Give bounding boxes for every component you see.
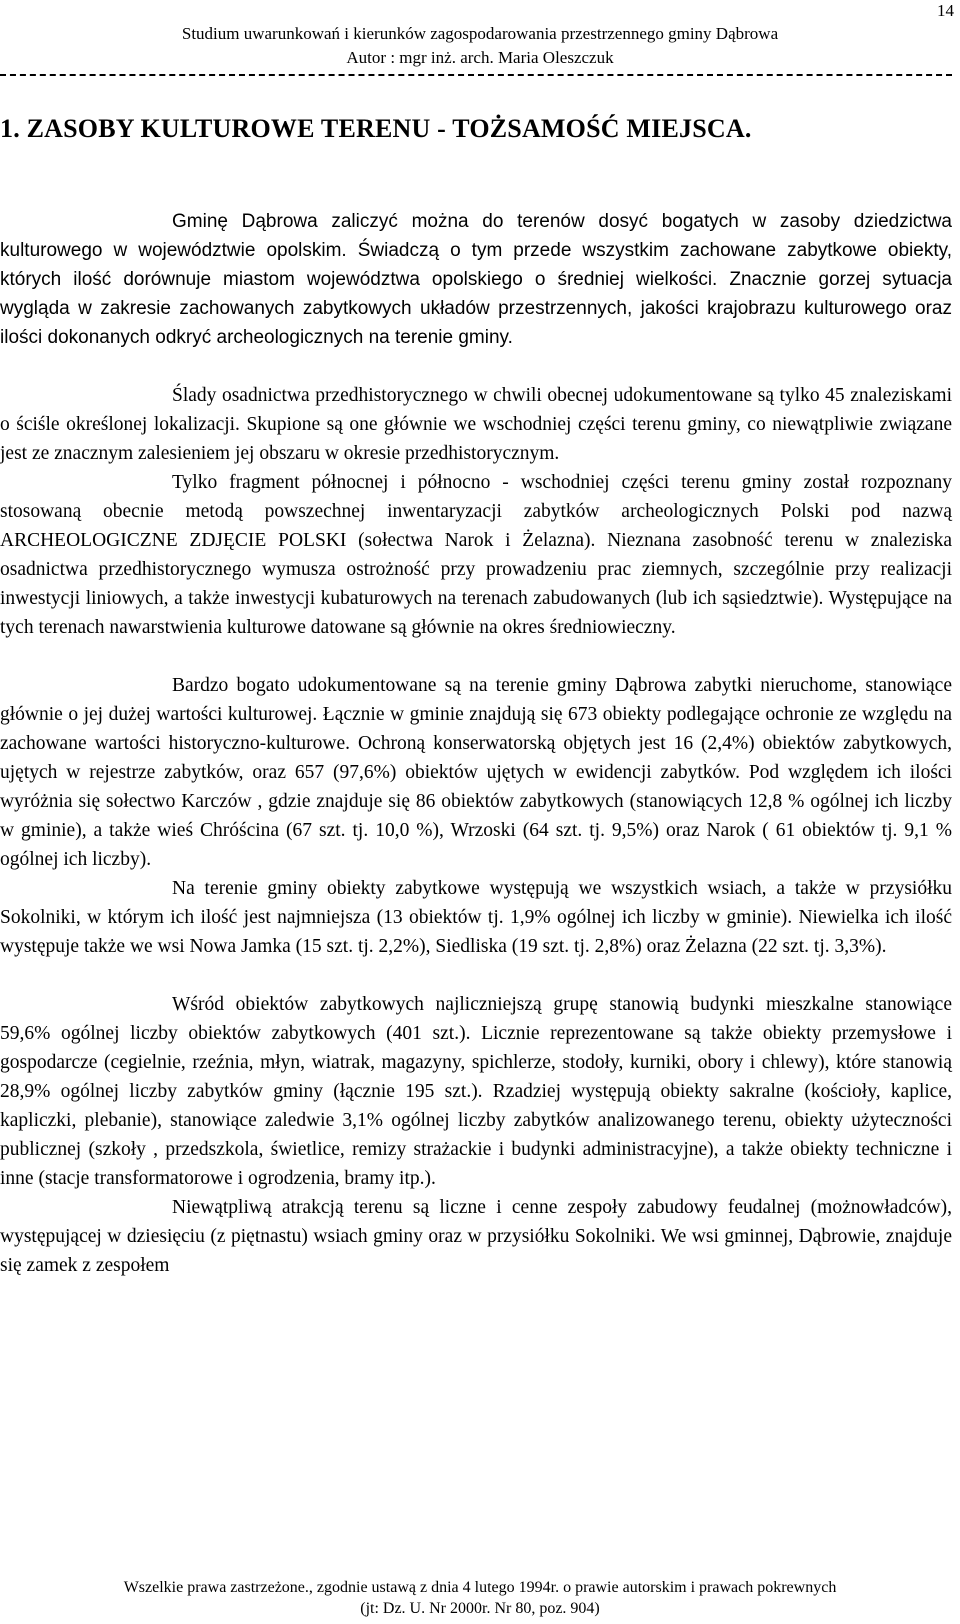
document-header (0, 22, 960, 70)
footer-copyright: Wszelkie prawa zastrzeżone., zgodnie ustawą z dnia 4 lutego 1994r. o prawie autorskim i prawach pokrewnych (123, 1579, 837, 1596)
header-study-title: Studium uwarunkowań i kierunków zagospodarowania przestrzennego gminy Dąbrowa (181, 24, 779, 43)
paragraph-prehistoric-settlement: Ślady osadnictwa przedhistorycznego w chwili obecnej udokumentowane są tylko 45 znaleziskami o ściśle określonej lokalizacji. Skupione są one głównie we wschodniej części terenu gminy, co niewątpliwie związane jest ze znacznym zalesieniem jej obszaru w okresie przedhistorycznym. (0, 385, 952, 464)
paragraph-feudal-complexes: Niewątpliwą atrakcją terenu są liczne i cenne zespoły zabudowy feudalnej (możnowładców), występującej w dziesięciu (z piętnastu) wsiach gminy oraz w przysiółku Sokolniki. We wsi gminnej, Dąbrowie, znajduje się zamek z zespołem (0, 1197, 952, 1276)
header-author: Autor : mgr inż. arch. Maria Oleszczuk (346, 48, 614, 67)
document-body (0, 207, 952, 1280)
document-footer (0, 1577, 960, 1619)
header-divider (0, 74, 952, 78)
paragraph-intro: Gminę Dąbrowa zaliczyć można do terenów dosyć bogatych w zasoby dziedzictwa kulturowego w województwie opolskim. Świadczą o tym przede wszystkim zachowane zabytkowe obiekty, których ilość dorównuje miastom województwa opolskiego o średniej wielkości. Znacznie gorzej sytuacja wygląda w zakresie zachowanych zabytkowych układów przestrzennych, jakości krajobrazu kulturowego oraz ilości dokonanych odkryć archeologicznych na terenie gminy. (0, 211, 952, 348)
paragraph-villages: Na terenie gminy obiekty zabytkowe występują we wszystkich wsiach, a także w przysiółku Sokolniki, w którym ich ilość jest najmniejsza (13 obiektów tj. 1,9% ogólnej ich liczby w gminie). Niewielka ich ilość występuje także we wsi Nowa Jamka (15 szt. tj. 2,2%), Siedliska (19 szt. tj. 2,8%) oraz Żelazna (22 szt. tj. 3,3%). (0, 878, 952, 957)
paragraph-archaeological-survey: Tylko fragment północnej i północno - wschodniej części terenu gminy został rozpoznany stosowaną obecnie metodą powszechnej inwentaryzacji zabytków archeologicznych Polski pod nazwą ARCHEOLOGICZNE ZDJĘCIE POLSKI (sołectwa Narok i Żelazna). Nieznana zasobność terenu w znaleziska osadnictwa przedhistorycznego wymusza ostrożność przy prowadzeniu prac ziemnych, szczególnie przy realizacji inwestycji liniowych, a także inwestycji kubaturowych na terenach zabudowanych (lub ich sąsiedztwie). Występujące na tych terenach nawarstwienia kulturowe datowane są głównie na okres średniowieczny. (0, 472, 952, 638)
paragraph-building-types: Wśród obiektów zabytkowych najliczniejszą grupę stanowią budynki mieszkalne stanowiące 59,6% ogólnej liczby obiektów zabytkowych (401 szt.). Licznie reprezentowane są także obiekty przemysłowe i gospodarcze (cegielnie, rzeźnia, młyn, wiatrak, magazyny, spichlerze, stodoły, kurniki, obory i chlewy), które stanowią 28,9% ogólnej liczby zabytków gminy (łącznie 195 szt.). Rzadziej występują obiekty sakralne (kościoły, kaplice, kapliczki, plebanie), stanowiące zaledwie 3,1% ogólnej liczby zabytków analizowanego terenu, obiekty użyteczności publicznej (szkoły , przedszkola, świetlice, remizy strażackie i budynki administracyjne), a także obiekty techniczne i inne (stacje transformatorowe i ogrodzenia, bramy itp.). (0, 994, 952, 1189)
page-number: 14 (937, 1, 954, 20)
paragraph-immovable-monuments: Bardzo bogato udokumentowane są na terenie gminy Dąbrowa zabytki nieruchome, stanowiące głównie o jej dużej wartości kulturowej. Łącznie w gminie znajdują się 673 obiekty podlegające ochronie ze względu na zachowane wartości historyczno-kulturowe. Ochroną konserwatorską objętych jest 16 (2,4%) obiektów zabytkowych, ujętych w rejestrze zabytków, oraz 657 (97,6%) obiektów ujętych w ewidencji zabytków. Pod względem ich ilości wyróżnia się sołectwo Karczów , gdzie znajduje się 86 obiektów zabytkowych (stanowiących 12,8 % ogólnej ich liczby w gminie), a także wieś Chróścina (67 szt. tj. 10,0 %), Wrzoski (64 szt. tj. 9,5%) oraz Narok ( 61 obiektów tj. 9,1 % ogólnej ich liczby). (0, 675, 952, 870)
section-title: 1. ZASOBY KULTUROWE TERENU - TOŻSAMOŚĆ MIEJSCA. (0, 114, 752, 143)
footer-legal-reference: (jt: Dz. U. Nr 2000r. Nr 80, poz. 904) (360, 1600, 600, 1617)
